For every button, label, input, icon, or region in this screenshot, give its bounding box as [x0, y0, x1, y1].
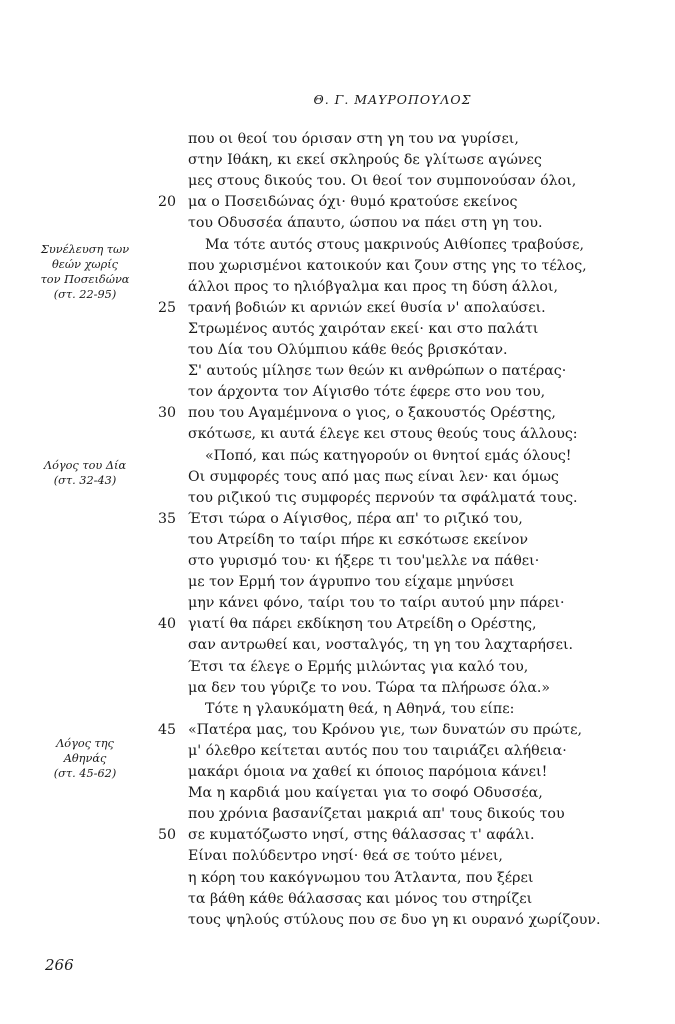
verse-line: γιατί θα πάρει εκδίκηση του Ατρείδη ο Ορέστης,	[188, 616, 537, 632]
line-number: 35	[158, 511, 177, 527]
side-note-line: Αθηνάς	[63, 752, 107, 765]
side-note-athena-speech	[22, 736, 148, 781]
line-number: 50	[158, 827, 177, 843]
line-number: 20	[158, 194, 177, 210]
side-note-line: (στ. 22-95)	[53, 288, 117, 301]
line-number: 40	[158, 616, 177, 632]
verse-line: τα βάθη κάθε θάλασσας και μόνος του στηρίζει	[188, 891, 533, 907]
line-number: 25	[158, 300, 177, 316]
verse-line: Τότε η γλαυκόματη θεά, η Αθηνά, του είπε:	[205, 701, 515, 717]
side-note-zeus-speech	[22, 458, 148, 488]
verse-line: του Ατρείδη το ταίρι πήρε κι εσκότωσε εκείνον	[188, 532, 529, 548]
side-note-line: (στ. 32-43)	[53, 474, 117, 487]
side-note-line: Λόγος του Δία	[43, 459, 127, 472]
running-header: Θ. Γ. ΜΑΥΡΟΠΟΥΛΟΣ	[313, 92, 472, 107]
verse-line: τον άρχοντα τον Αίγισθο τότε έφερε στο νου του,	[188, 384, 546, 400]
verse-line: Μα τότε αυτός στους μακρινούς Αιθίοπες τραβούσε,	[205, 237, 585, 253]
verse-line: που χωρισμένοι κατοικούν και ζουν στης γης το τέλος,	[188, 258, 587, 274]
verse-line: που χρόνια βασανίζεται μακριά απ' τους δικούς του	[188, 806, 565, 822]
verse-line: που του Αγαμέμνονα ο γιος, ο ξακουστός Ορέστης,	[188, 405, 556, 421]
verse-line: Έτσι τώρα ο Αίγισθος, πέρα απ' το ριζικό του,	[188, 511, 523, 527]
verse-line: σε κυματόζωστο νησί, στης θάλασσας τ' αφάλι.	[188, 827, 535, 843]
verse-line: στην Ιθάκη, κι εκεί σκληρούς δε γλίτωσε αγώνες	[188, 152, 542, 168]
verse-line: μα ο Ποσειδώνας όχι· θυμό κρατούσε εκείνος	[188, 194, 518, 210]
line-number: 45	[158, 722, 177, 738]
verse-line: μην κάνει φόνο, ταίρι του το ταίρι αυτού μην πάρει·	[188, 595, 565, 611]
verse-line: Στρωμένος αυτός χαιρόταν εκεί· και στο παλάτι	[188, 321, 539, 337]
verse-line: Έτσι τα έλεγε ο Ερμής μιλώντας για καλό του,	[188, 659, 529, 675]
side-note-line: Λόγος της	[56, 737, 114, 750]
side-note-line: θεών χωρίς	[52, 258, 118, 271]
side-note-line: τον Ποσειδώνα	[40, 273, 130, 286]
verse-line: του ριζικού τις συμφορές περνούν τα σφάλματά τους.	[188, 490, 578, 506]
line-number: 30	[158, 405, 177, 421]
verse-line: μες στους δικούς του. Οι θεοί τον συμπονούσαν όλοι,	[188, 173, 577, 189]
verse-line: η κόρη του κακόγνωμου του Άτλαντα, που ξέρει	[188, 870, 534, 886]
verse-line: Οι συμφορές τους από μας πως είναι λεν· και όμως	[188, 469, 559, 485]
verse-line: του Οδυσσέα άπαυτο, ώσπου να πάει στη γη του.	[188, 215, 543, 231]
verse-line: «Ποπό, και πώς κατηγορούν οι θνητοί εμάς όλους!	[205, 448, 572, 464]
page-number: 266	[45, 956, 74, 974]
verse-line: τους ψηλούς στύλους που σε δυο γη κι ουρανό χωρίζουν.	[188, 912, 601, 928]
verse-line: σαν αντρωθεί και, νοσταλγός, τη γη του λαχταρήσει.	[188, 637, 574, 653]
verse-line: «Πατέρα μας, του Κρόνου γιε, των δυνατών συ πρώτε,	[188, 722, 582, 738]
verse-line: μακάρι όμοια να χαθεί κι όποιος παρόμοια κάνει!	[188, 764, 548, 780]
verse-line: μα δεν του γύριζε το νου. Τώρα τα πλήρωσε όλα.»	[188, 680, 551, 696]
verse-line: που οι θεοί του όρισαν στη γη του να γυρίσει,	[188, 131, 519, 147]
verse-line: του Δία του Ολύμπιου κάθε θεός βρισκόταν.	[188, 342, 508, 358]
side-note-line: (στ. 45-62)	[53, 767, 117, 780]
verse-line: τρανή βοδιών κι αρνιών εκεί θυσία ν' απολαύσει.	[188, 300, 546, 316]
verse-line: μ' όλεθρο κείτεται αυτός που του ταιριάζει αλήθεια·	[188, 743, 567, 759]
verse-line: Είναι πολύδεντρο νησί· θεά σε τούτο μένει,	[188, 848, 503, 864]
verse-line: Σ' αυτούς μίλησε των θεών κι ανθρώπων ο πατέρας·	[188, 363, 567, 379]
side-note-assembly	[22, 242, 148, 302]
verse-line: άλλοι προς το ηλιόβγαλμα και προς τη δύση άλλοι,	[188, 279, 558, 295]
verse-line: στο γυρισμό του· κι ήξερε τι του'μελλε να πάθει·	[188, 553, 540, 569]
verse-line: με τον Ερμή τον άγρυπνο του είχαμε μηνύσει	[188, 574, 515, 590]
side-note-line: Συνέλευση των	[40, 243, 130, 256]
verse-line: Μα η καρδιά μου καίγεται για το σοφό Οδυσσέα,	[188, 785, 543, 801]
verse-line: σκότωσε, κι αυτά έλεγε κει στους θεούς τους άλλους:	[188, 426, 578, 442]
